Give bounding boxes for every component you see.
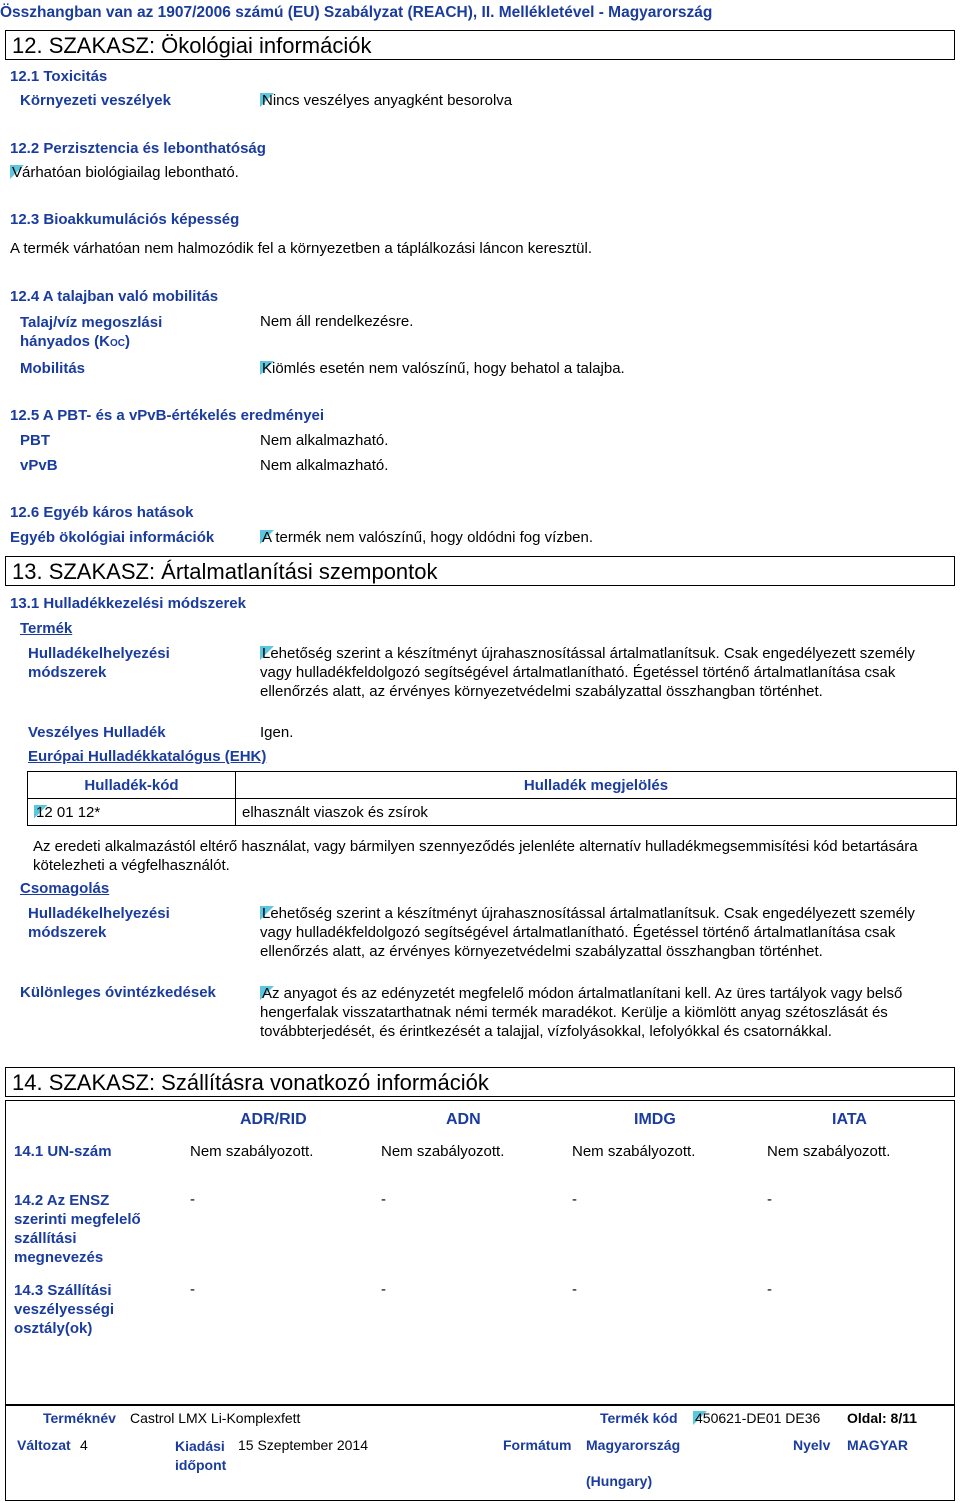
koc-value: Nem áll rendelkezésre. bbox=[260, 313, 414, 330]
table-row bbox=[28, 799, 957, 826]
ewc-note: Az eredeti alkalmazástól eltérő használat, vagy bármilyen szennyeződés jelenléte alternatív hulladékmegsemmisítési kód betartására kötelezheti a végfelhasználót. bbox=[33, 838, 918, 874]
persistence-heading: 12.2 Perzisztencia és lebonthatóság bbox=[10, 140, 266, 157]
version-label: Változat bbox=[17, 1437, 71, 1453]
section-12-title: 12. SZAKASZ: Ökológiai információk bbox=[5, 30, 955, 60]
name-imdg-value: - bbox=[572, 1191, 577, 1208]
col-imdg: IMDG bbox=[634, 1111, 676, 1128]
section-13-title: 13. SZAKASZ: Ártalmatlanítási szempontok bbox=[5, 556, 955, 586]
bioaccumulation-text: A termék várhatóan nem halmozódik fel a környezetben a táplálkozási láncon keresztül. bbox=[10, 240, 592, 257]
waste-methods-heading: 13.1 Hulladékkezelési módszerek bbox=[10, 595, 246, 612]
koc-label: Talaj/víz megoszlási hányados (KOC) bbox=[20, 314, 163, 350]
product-label: Termék bbox=[20, 620, 73, 637]
env-hazard-value: Nincs veszélyes anyagként besorolva bbox=[262, 92, 513, 109]
other-effects-value: A termék nem valószínű, hogy oldódni fog vízben. bbox=[262, 529, 594, 546]
language-label: Nyelv bbox=[793, 1437, 831, 1453]
hazardous-waste-value: Igen. bbox=[260, 724, 294, 741]
pbt-label: PBT bbox=[20, 432, 50, 449]
other-effects-heading: 12.6 Egyéb káros hatások bbox=[10, 504, 194, 521]
packaging-label: Csomagolás bbox=[20, 880, 110, 897]
other-effects-label: Egyéb ökológiai információk bbox=[10, 529, 215, 546]
class-adr-value: - bbox=[190, 1281, 195, 1298]
disposal-text: Lehetőség szerint a készítményt újrahasznosítással ártalmatlanítsuk. Csak engedélyezett személy vagy hulladékfeldolgozó segítségével ártalmatlanítható. Égetéssel történő ártalmatlanítása csak ellenőrzés alatt, az érvényes környezetvédelmi szabályzattal összhangban történhet. bbox=[260, 645, 915, 700]
special-precautions-label: Különleges óvintézkedések bbox=[20, 984, 216, 1001]
vpvb-label: vPvB bbox=[20, 457, 58, 474]
format-value: Magyarország bbox=[586, 1437, 681, 1453]
pack-disposal-label: Hulladékelhelyezési módszerek bbox=[28, 905, 170, 941]
product-code-label: Termék kód bbox=[600, 1410, 678, 1426]
name-adn-value: - bbox=[381, 1191, 386, 1208]
name-adr-value: - bbox=[190, 1191, 195, 1208]
pbt-value: Nem alkalmazható. bbox=[260, 432, 389, 449]
version-value: 4 bbox=[80, 1437, 88, 1453]
hazard-class-label: 14.3 Szállítási veszélyességi osztály(ok) bbox=[14, 1282, 115, 1337]
shipping-name-label: 14.2 Az ENSZ szerinti megfelelő szállítási megnevezés bbox=[14, 1192, 141, 1266]
issue-date-label: Kiadási időpont bbox=[175, 1438, 227, 1473]
product-code-value: 450621-DE01 DE36 bbox=[695, 1410, 821, 1426]
hazardous-waste-label: Veszélyes Hulladék bbox=[28, 724, 166, 741]
class-adn-value: - bbox=[381, 1281, 386, 1298]
product-name-value: Castrol LMX Li-Komplexfett bbox=[130, 1410, 301, 1426]
un-imdg-value: Nem szabályozott. bbox=[572, 1143, 696, 1160]
class-iata-value: - bbox=[767, 1281, 772, 1298]
section-14-title: 14. SZAKASZ: Szállításra vonatkozó információk bbox=[5, 1067, 955, 1097]
un-iata-value: Nem szabályozott. bbox=[767, 1143, 891, 1160]
pack-disposal-text: Lehetőség szerint a készítményt újrahasznosítással ártalmatlanítsuk. Csak engedélyezett személy vagy hulladékfeldolgozó segítségével ártalmatlanítható. Égetéssel történő ártalmatlanítása csak ellenőrzés alatt, az érvényes környezetvédelmi szabályzattal összhangban történhet. bbox=[260, 905, 915, 960]
un-number-label: 14.1 UN-szám bbox=[14, 1143, 112, 1160]
mobility-label: Mobilitás bbox=[20, 360, 86, 377]
format-label: Formátum bbox=[503, 1437, 572, 1453]
waste-description-cell: elhasznált viaszok és zsírok bbox=[236, 799, 957, 826]
pbt-heading: 12.5 A PBT- és a vPvB-értékelés eredményei bbox=[10, 407, 325, 424]
waste-code-header: Hulladék-kód bbox=[28, 772, 236, 799]
issue-date-value: 15 Szeptember 2014 bbox=[238, 1437, 368, 1453]
page-number: Oldal: 8/11 bbox=[847, 1410, 918, 1426]
col-adr-rid: ADR/RID bbox=[240, 1111, 307, 1128]
table-header-row bbox=[28, 772, 957, 799]
special-precautions-text: Az anyagot és az edényzetét megfelelő módon ártalmatlanítani kell. Az üres tartályok vagy belső hengerfalak visszatarthatnak némi termék maradékot. Kerülje a kiömlött anyag szétoszlását és továbbterjedését, és érintkezését a talajjal, vízfolyásokkal, lefolyókkal és csatornákkal. bbox=[260, 985, 903, 1040]
un-adn-value: Nem szabályozott. bbox=[381, 1143, 505, 1160]
un-adr-value: Nem szabályozott. bbox=[190, 1143, 314, 1160]
env-hazard-label: Környezeti veszélyek bbox=[20, 92, 171, 109]
col-iata: IATA bbox=[832, 1111, 867, 1128]
waste-code-table bbox=[27, 771, 957, 826]
mobility-value: Kiömlés esetén nem valószínű, hogy behatol a talajba. bbox=[262, 360, 625, 377]
vpvb-value: Nem alkalmazható. bbox=[260, 457, 389, 474]
waste-description-header: Hulladék megjelölés bbox=[236, 772, 957, 799]
name-iata-value: - bbox=[767, 1191, 772, 1208]
waste-code-cell: 12 01 12* bbox=[28, 799, 236, 826]
language-value: MAGYAR bbox=[847, 1437, 908, 1453]
document-header: Összhangban van az 1907/2006 számú (EU) Szabályzat (REACH), II. Mellékletével - Magyarország bbox=[0, 4, 713, 21]
disposal-label: Hulladékelhelyezési módszerek bbox=[28, 645, 170, 681]
col-adn: ADN bbox=[446, 1111, 481, 1128]
persistence-text: Várhatóan biológiailag lebontható. bbox=[12, 164, 239, 181]
mobility-heading: 12.4 A talajban való mobilitás bbox=[10, 288, 219, 305]
toxicity-heading: 12.1 Toxicitás bbox=[10, 68, 108, 85]
format-value-2: (Hungary) bbox=[586, 1473, 653, 1489]
ewc-label: Európai Hulladékkatalógus (EHK) bbox=[28, 748, 267, 765]
product-name-label: Terméknév bbox=[43, 1410, 116, 1426]
class-imdg-value: - bbox=[572, 1281, 577, 1298]
bioaccumulation-heading: 12.3 Bioakkumulációs képesség bbox=[10, 211, 240, 228]
